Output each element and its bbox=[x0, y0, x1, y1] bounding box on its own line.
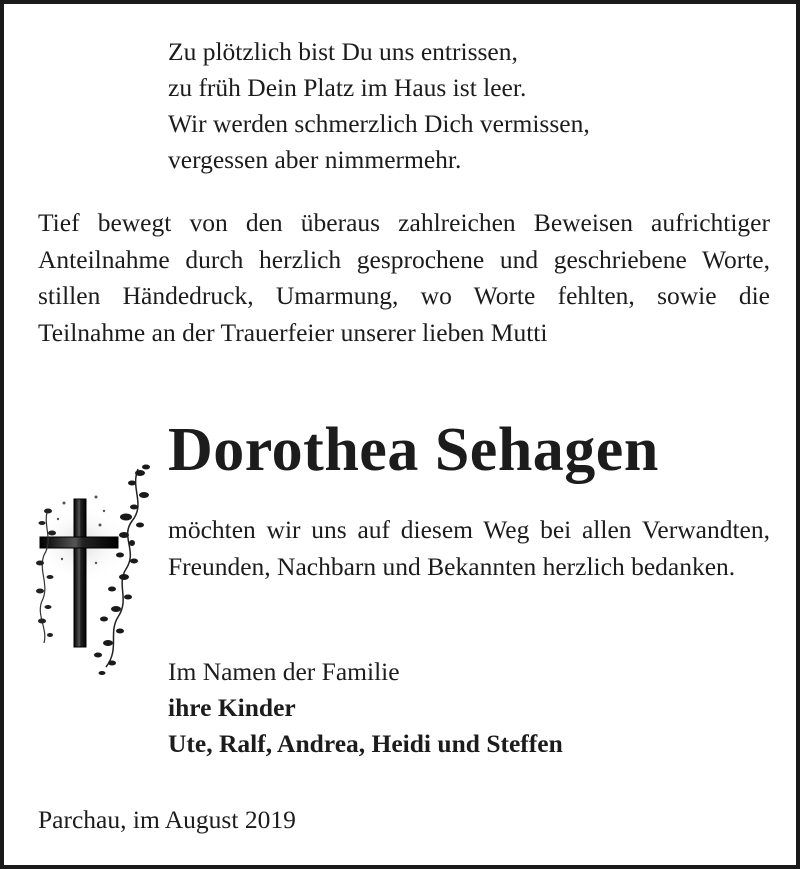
deceased-name: Dorothea Sehagen bbox=[168, 416, 659, 484]
poem-line: zu früh Dein Platz im Haus ist leer. bbox=[168, 73, 527, 102]
signature-block bbox=[168, 654, 768, 762]
poem-line: Wir werden schmerzlich Dich vermissen, bbox=[168, 109, 590, 138]
place-date: Parchau, im August 2019 bbox=[38, 805, 296, 834]
poem-line: Zu plötzlich bist Du uns entrissen, bbox=[168, 37, 518, 66]
children-names: Ute, Ralf, Andrea, Heidi und Steffen bbox=[168, 729, 563, 758]
intro-paragraph: Tief bewegt von den überaus zahlreichen Beweisen aufrichtiger Anteilnahme durch herzlich gesprochene und geschriebene Worte, stillen Händedruck, Umarmung, wo Worte fehlten, sowie die Teilnahme an der Trauerfeier unserer lieben Mutti bbox=[38, 208, 770, 347]
thanks-paragraph: möchten wir uns auf diesem Weg bei allen Verwandten, Freunden, Nachbarn und Bekannten herzlich bedanken. bbox=[168, 515, 770, 581]
relation-line: ihre Kinder bbox=[168, 693, 296, 722]
on-behalf-line: Im Namen der Familie bbox=[168, 657, 400, 686]
poem-line: vergessen aber nimmermehr. bbox=[168, 145, 462, 174]
cross-with-flowers-icon bbox=[34, 459, 164, 694]
memorial-poem bbox=[168, 34, 768, 178]
